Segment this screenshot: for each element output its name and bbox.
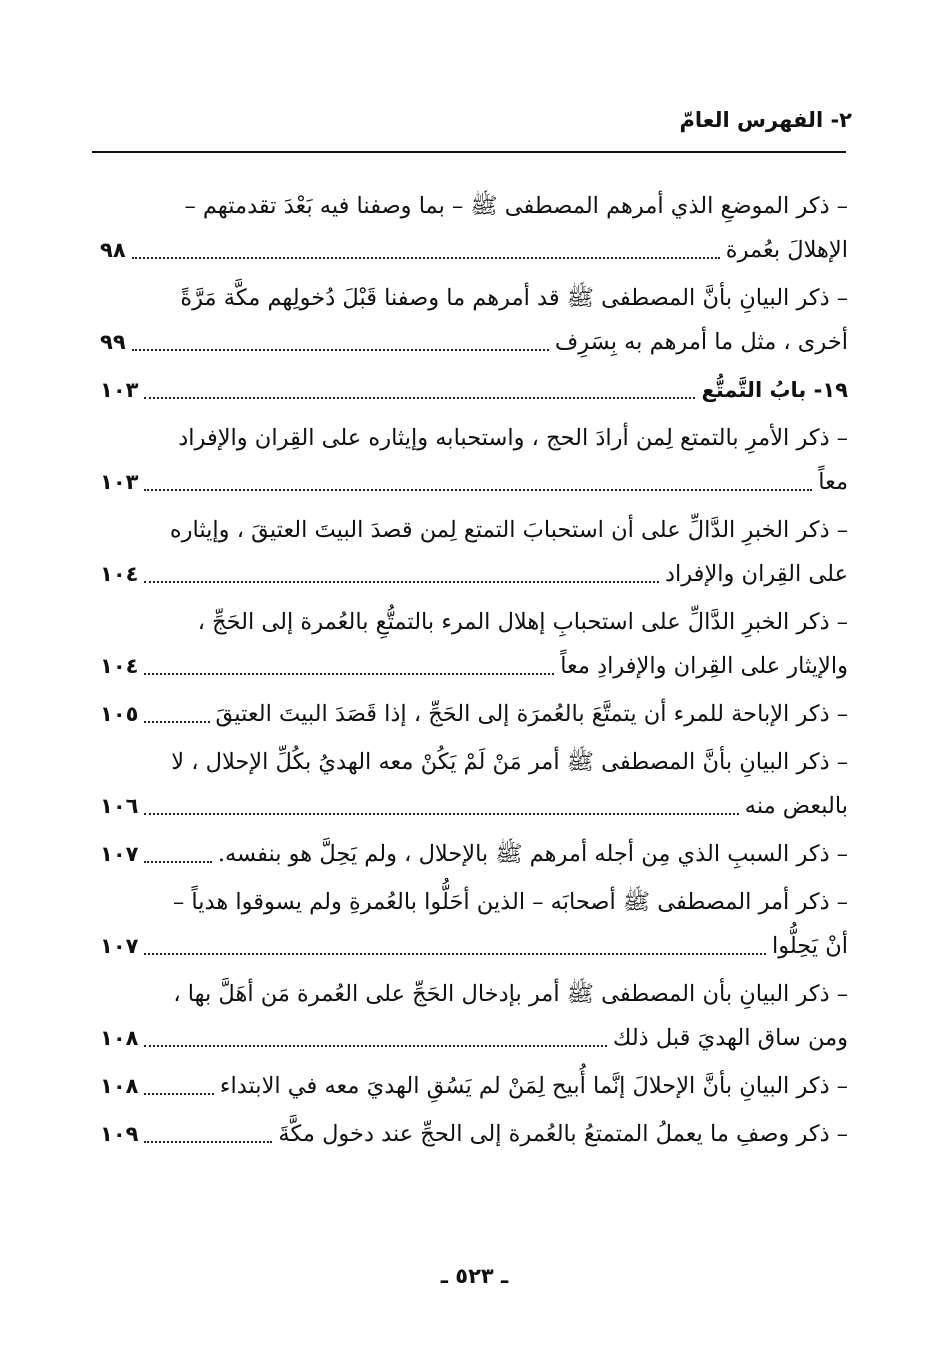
toc-entry-text: أنْ يَحِلُّوا: [771, 933, 848, 959]
toc-entry-line: [100, 552, 848, 596]
toc-entry-text: على القِران والإفراد: [665, 561, 848, 587]
dot-leader: [144, 581, 659, 583]
dot-leader: [144, 1045, 606, 1047]
toc-entry-line: [100, 228, 848, 272]
dot-leader: [144, 397, 695, 399]
toc-entry-line: [100, 368, 848, 412]
toc-page-number: ٩٨: [100, 238, 126, 262]
toc-entry-text: – ذكر الإباحة للمرء أن يتمتَّعَ بالعُمرَة إلى الحَجِّ ، إذا قَصَدَ البيتَ العتيقَ: [215, 701, 848, 727]
toc-entry-line: [100, 320, 848, 364]
toc-entry-text: – ذكر الخبرِ الدَّالِّ على استحبابِ إهلال المرء بالتمتُّعِ بالعُمرة إلى الحَجِّ ،: [197, 609, 848, 635]
toc-entry-line: [100, 784, 848, 828]
header-rule: [92, 151, 846, 153]
toc-entry: [100, 600, 848, 688]
toc-entry-text: بالبعض منه: [744, 793, 848, 819]
toc-entry-text: أخرى ، مثل ما أمرهم به بِسَرِف: [554, 329, 848, 355]
toc-entry-text: – ذكر وصفِ ما يعملُ المتمتعُ بالعُمرة إلى الحجِّ عند دخول مكَّةَ: [278, 1121, 848, 1147]
toc-page-number: ١٠٥: [100, 702, 139, 726]
toc-page-number: ١٠٩: [100, 1122, 139, 1146]
toc-entry-text: والإيثار على القِران والإفرادِ معاً: [560, 653, 848, 679]
toc-entry-text: – ذكر أمر المصطفى ﷺ أصحابَه – الذين أحَلُّوا بالعُمرةِ ولم يسوقوا هدياً –: [173, 889, 848, 915]
toc-page-number: ١٠٣: [100, 470, 139, 494]
toc-entry: [100, 832, 848, 876]
table-of-contents: [100, 184, 848, 1160]
toc-entry-text: الإهلالَ بعُمرة: [725, 237, 848, 263]
toc-entry: [100, 1064, 848, 1108]
toc-entry-text: – ذكر البيانِ بأنَّ الإحلالَ إنَّما أُبيح لِمَنْ لم يَسُقِ الهديَ معه في الابتداء: [219, 1073, 848, 1099]
toc-page-number: ٩٩: [100, 330, 126, 354]
toc-entry-text: – ذكر البيانِ بأن المصطفى ﷺ أمر بإدخال الحَجِّ على العُمرة مَن أهَلَّ بها ،: [173, 981, 848, 1007]
toc-entry-line: [100, 276, 848, 320]
toc-entry-text: ١٩- بابُ التَّمتُّع: [701, 378, 848, 402]
toc-entry-line: [100, 416, 848, 460]
dot-leader: [144, 489, 812, 491]
toc-entry-text: – ذكر السببِ الذي مِن أجله أمرهم ﷺ بالإحلال ، ولم يَحِلَّ هو بنفسه.: [217, 841, 848, 867]
dot-leader: [144, 673, 554, 675]
toc-entry-text: – ذكر الموضعِ الذي أمرهم المصطفى ﷺ – بما وصفنا فيه بَعْدَ تقدمتهم –: [184, 193, 848, 219]
toc-page-number: ١٠٦: [100, 794, 139, 818]
dot-leader: [144, 861, 211, 863]
toc-entry-line: [100, 972, 848, 1016]
toc-entry-line: [100, 508, 848, 552]
toc-entry-line: [100, 1112, 848, 1156]
running-header: ٢- الفهرس العامّ: [679, 108, 852, 132]
toc-entry-line: [100, 740, 848, 784]
toc-page-number: ١٠٤: [100, 654, 139, 678]
toc-entry: [100, 184, 848, 272]
dot-leader: [144, 1141, 272, 1143]
toc-entry: [100, 740, 848, 828]
toc-entry-line: [100, 832, 848, 876]
dot-leader: [132, 349, 549, 351]
toc-entry-text: – ذكر الأمرِ بالتمتع لِمن أرادَ الحج ، واستحبابه وإيثاره على القِران والإفراد: [178, 425, 848, 451]
toc-entry-line: [100, 1016, 848, 1060]
toc-page-number: ١٠٣: [100, 378, 139, 402]
toc-entry-text: – ذكر الخبرِ الدَّالِّ على أن استحبابَ التمتع لِمن قصدَ البيتَ العتيقَ ، وإيثاره: [169, 517, 848, 543]
dot-leader: [132, 257, 720, 259]
toc-entry: [100, 508, 848, 596]
toc-entry-text: ومن ساق الهديَ قبل ذلك: [612, 1025, 848, 1051]
toc-entry-line: [100, 924, 848, 968]
toc-page-number: ١٠٨: [100, 1026, 139, 1050]
toc-entry-text: – ذكر البيانِ بأنَّ المصطفى ﷺ قد أمرهم ما وصفنا قَبْلَ دُخولِهم مكَّة مَرَّةً: [180, 285, 848, 311]
page-number: ـ ٥٢٣ ـ: [440, 1264, 509, 1288]
toc-entry-line: [100, 184, 848, 228]
dot-leader: [144, 953, 766, 955]
toc-entry: [100, 692, 848, 736]
toc-entry: [100, 276, 848, 364]
dot-leader: [144, 1093, 213, 1095]
toc-page-number: ١٠٤: [100, 562, 139, 586]
toc-page-number: ١٠٧: [100, 934, 139, 958]
dot-leader: [144, 721, 209, 723]
toc-entry-line: [100, 600, 848, 644]
toc-section-heading: [100, 368, 848, 412]
toc-entry-line: [100, 880, 848, 924]
toc-entry-line: [100, 692, 848, 736]
toc-entry-line: [100, 460, 848, 504]
toc-entry: [100, 416, 848, 504]
toc-page-number: ١٠٧: [100, 842, 139, 866]
toc-entry: [100, 880, 848, 968]
toc-entry-line: [100, 1064, 848, 1108]
toc-entry-line: [100, 644, 848, 688]
dot-leader: [144, 813, 738, 815]
toc-entry-text: معاً: [818, 469, 848, 495]
toc-entry: [100, 972, 848, 1060]
toc-entry-text: – ذكر البيانِ بأنَّ المصطفى ﷺ أمر مَنْ لَمْ يَكُنْ معه الهديُ بكُلِّ الإحلال ، لا: [171, 749, 848, 775]
toc-page-number: ١٠٨: [100, 1074, 139, 1098]
toc-entry: [100, 1112, 848, 1156]
